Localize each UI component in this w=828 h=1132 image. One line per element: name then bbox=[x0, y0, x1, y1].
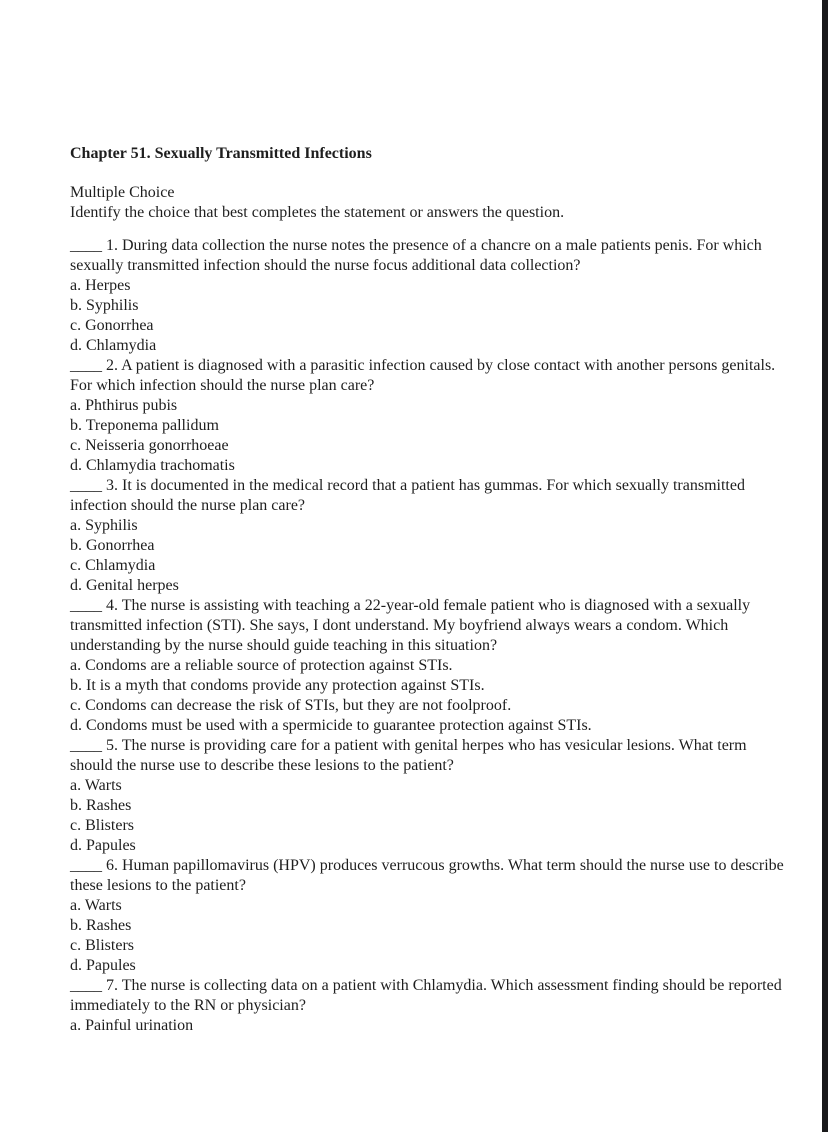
answer-choice-b: b. Syphilis bbox=[70, 297, 139, 314]
answer-choice-a: a. Herpes bbox=[70, 277, 131, 294]
question-number: 1. bbox=[106, 237, 118, 254]
question-number: 6. bbox=[106, 857, 118, 874]
question-number: 7. bbox=[106, 977, 118, 994]
answer-choice-d: d. Condoms must be used with a spermicide to guarantee protection against STIs. bbox=[70, 717, 592, 734]
chapter-title: Chapter 51. Sexually Transmitted Infections bbox=[70, 145, 372, 162]
answer-choice-c: c. Condoms can decrease the risk of STIs, but they are not foolproof. bbox=[70, 697, 512, 714]
question-5 bbox=[70, 736, 784, 856]
question-prompt bbox=[70, 736, 784, 776]
answer-choice-c: c. Gonorrhea bbox=[70, 317, 154, 334]
question-number: 3. bbox=[106, 477, 118, 494]
question-3 bbox=[70, 476, 784, 596]
question-number: 4. bbox=[106, 597, 118, 614]
question-text: The nurse is providing care for a patient with genital herpes who has vesicular lesions. What term should the nurse use to describe these lesions to the patient? bbox=[70, 737, 747, 774]
scan-edge-strip bbox=[822, 0, 828, 1132]
answer-choice-c: c. Blisters bbox=[70, 817, 134, 834]
question-prompt bbox=[70, 596, 784, 656]
question-number: 5. bbox=[106, 737, 118, 754]
answer-choice-d: d. Genital herpes bbox=[70, 577, 179, 594]
answer-choice-b: b. Rashes bbox=[70, 797, 132, 814]
answer-choice-a: a. Phthirus pubis bbox=[70, 397, 178, 414]
answer-choice-d: d. Chlamydia bbox=[70, 337, 157, 354]
answer-choice-b: b. Rashes bbox=[70, 917, 132, 934]
question-4 bbox=[70, 596, 784, 736]
answer-blank: ____ bbox=[70, 477, 102, 494]
answer-choice-a: a. Painful urination bbox=[70, 1017, 194, 1034]
answer-choice-a: a. Warts bbox=[70, 897, 122, 914]
question-7 bbox=[70, 976, 784, 1036]
answer-choice-c: c. Blisters bbox=[70, 937, 134, 954]
answer-blank: ____ bbox=[70, 237, 102, 254]
answer-choice-d: d. Papules bbox=[70, 957, 136, 974]
answer-choice-c: c. Neisseria gonorrhoeae bbox=[70, 437, 229, 454]
answer-blank: ____ bbox=[70, 357, 102, 374]
question-number: 2. bbox=[106, 357, 118, 374]
answer-choice-d: d. Chlamydia trachomatis bbox=[70, 457, 235, 474]
question-6 bbox=[70, 856, 784, 976]
question-prompt bbox=[70, 856, 784, 896]
answer-choice-b: b. Treponema pallidum bbox=[70, 417, 219, 434]
answer-blank: ____ bbox=[70, 857, 102, 874]
question-1 bbox=[70, 236, 784, 356]
question-text: A patient is diagnosed with a parasitic infection caused by close contact with another persons genitals. For which infection should the nurse plan care? bbox=[70, 357, 776, 394]
question-text: The nurse is collecting data on a patient with Chlamydia. Which assessment finding should be reported immediately to the RN or physician? bbox=[70, 977, 782, 1014]
question-text: The nurse is assisting with teaching a 22-year-old female patient who is diagnosed with a sexually transmitted infection (STI). She says, I dont understand. My boyfriend always wears a condom. Which understanding by the nurse should guide teaching in this situation? bbox=[70, 597, 751, 654]
answer-blank: ____ bbox=[70, 597, 102, 614]
answer-blank: ____ bbox=[70, 737, 102, 754]
answer-choice-c: c. Chlamydia bbox=[70, 557, 156, 574]
question-2 bbox=[70, 356, 784, 476]
answer-choice-b: b. Gonorrhea bbox=[70, 537, 155, 554]
question-prompt bbox=[70, 236, 784, 276]
instructions-text: Identify the choice that best completes the statement or answers the question. bbox=[70, 204, 565, 221]
question-text: It is documented in the medical record that a patient has gummas. For which sexually transmitted infection should the nurse plan care? bbox=[70, 477, 745, 514]
question-text: During data collection the nurse notes the presence of a chancre on a male patients penis. For which sexually transmitted infection should the nurse focus additional data collection? bbox=[70, 237, 762, 274]
section-heading: Multiple Choice bbox=[70, 184, 175, 201]
question-prompt bbox=[70, 356, 784, 396]
answer-blank: ____ bbox=[70, 977, 102, 994]
answer-choice-a: a. Syphilis bbox=[70, 517, 138, 534]
answer-choice-a: a. Warts bbox=[70, 777, 122, 794]
answer-choice-d: d. Papules bbox=[70, 837, 136, 854]
answer-choice-a: a. Condoms are a reliable source of protection against STIs. bbox=[70, 657, 453, 674]
question-prompt bbox=[70, 476, 784, 516]
document-content bbox=[70, 144, 784, 1036]
question-text: Human papillomavirus (HPV) produces verrucous growths. What term should the nurse use to describe these lesions to the patient? bbox=[70, 857, 784, 894]
answer-choice-b: b. It is a myth that condoms provide any protection against STIs. bbox=[70, 677, 485, 694]
question-prompt bbox=[70, 976, 784, 1016]
